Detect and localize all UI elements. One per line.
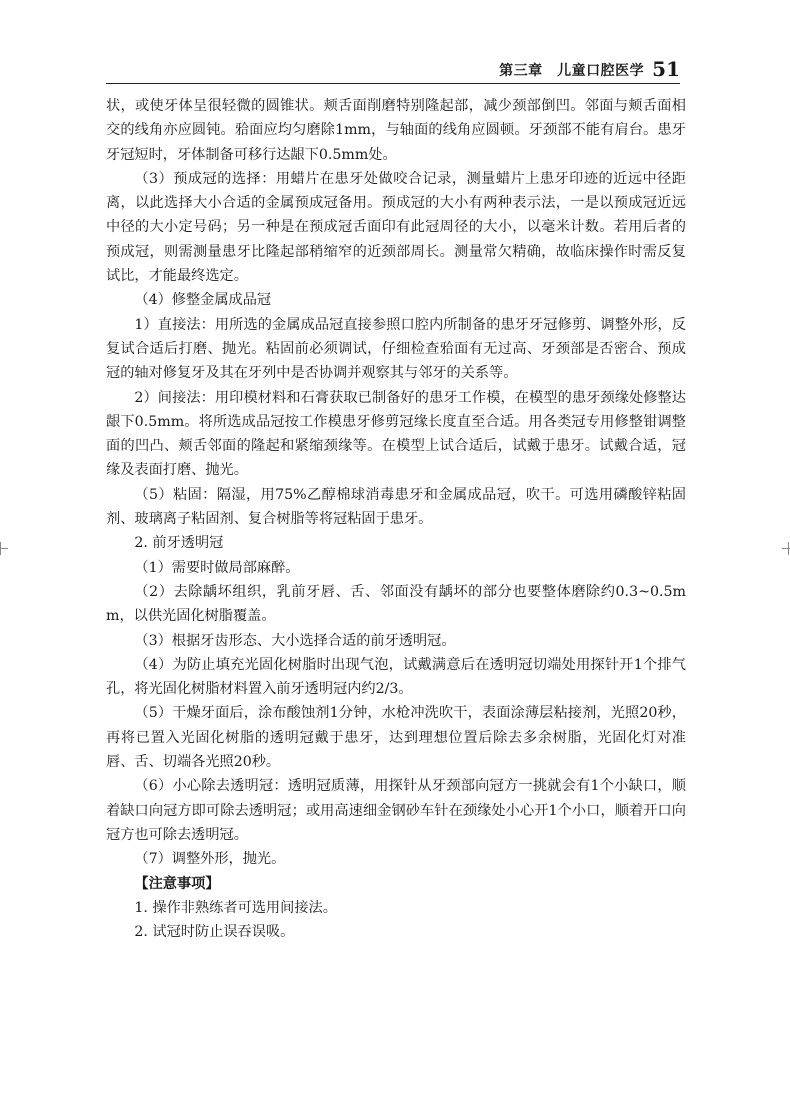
page-number: 51 <box>652 57 680 81</box>
body-paragraph: 1）直接法：用所选的金属成品冠直接参照口腔内所制备的患牙牙冠修剪、调整外形，反复试合适后打磨、抛光。粘固前必须调试，仔细检查𬌗面有无过高、牙颈部是否密合、预成冠的轴对修复牙及其在牙列中是否协调并观察其与邻牙的关系等。 <box>106 316 686 382</box>
body-paragraph: 2）间接法：用印模材料和石膏获取已制备好的患牙工作模，在模型的患牙颈缘处修整达龈下0.5mm。将所选成品冠按工作模患牙修剪冠缘长度直至合适。用各类冠专用修整钳调整面的凹凸、颊舌邻面的隆起和紧缩颈缘等。在模型上试合适后，试戴于患牙。试戴合适，冠缘及表面打磨、抛光。 <box>106 389 686 479</box>
crop-mark-right <box>782 548 790 549</box>
notice-item: 2. 试冠时防止误吞误吸。 <box>134 924 295 941</box>
body-paragraph: （3）预成冠的选择：用蜡片在患牙处做咬合记录，测量蜡片上患牙印迹的近远中径距离，以此选择大小合适的金属预成冠备用。预成冠的大小有两种表示法，一是以预成冠近远中径的大小定号码；另一种是在预成冠舌面印有此冠周径的大小，以毫米计数。若用后者的预成冠，则需测量患牙比隆起部稍缩窄的近颈部周长。测量常欠精确，故临床操作时需反复试比，才能最终选定。 <box>106 170 686 285</box>
body-paragraph: （3）根据牙齿形态、大小选择合适的前牙透明冠。 <box>134 632 456 649</box>
notice-item: 1. 操作非熟练者可选用间接法。 <box>134 899 337 916</box>
subsection-heading: （4）修整金属成品冠 <box>134 292 272 309</box>
body-paragraph: （5）干燥牙面后，涂布酸蚀剂1分钟，水枪冲洗吹干，表面涂薄层粘接剂，光照20秒，再将已置入光固化树脂的透明冠戴于患牙，达到理想位置后除去多余树脂，光固化灯对准唇、舌、切端各光照20秒。 <box>106 705 686 771</box>
body-paragraph: （2）去除龋坏组织，乳前牙唇、舌、邻面没有龋坏的部分也要整体磨除约0.3~0.5mm，以供光固化树脂覆盖。 <box>106 583 686 625</box>
body-paragraph: （7）调整外形，抛光。 <box>134 851 286 868</box>
body-paragraph: （1）需要时做局部麻醉。 <box>134 559 300 576</box>
running-head: 第三章 儿童口腔医学 <box>499 63 645 79</box>
notice-heading: 【注意事项】 <box>134 875 220 892</box>
section-heading: 2. 前牙透明冠 <box>134 535 224 552</box>
body-paragraph: （4）为防止填充光固化树脂时出现气泡，试戴满意后在透明冠切端处用探针开1个排气孔，将光固化树脂材料置入前牙透明冠内约2/3。 <box>106 656 686 698</box>
body-paragraph: 状，或使牙体呈很轻微的圆锥状。颊舌面削磨特别隆起部，减少颈部倒凹。邻面与颊舌面相交的线角亦应圆钝。𬌗面应均匀磨除1mm，与轴面的线角应圆顿。牙颈部不能有肩台。患牙牙冠短时，牙体制备可移行达龈下0.5mm处。 <box>106 98 686 163</box>
body-paragraph: （6）小心除去透明冠：透明冠质薄，用探针从牙颈部向冠方一挑就会有1个小缺口，顺着缺口向冠方即可除去透明冠；或用高速细金钢砂车针在颈缘处小心开1个小口，顺着开口向冠方也可除去透明冠。 <box>106 778 686 843</box>
crop-mark-left <box>0 548 8 549</box>
body-paragraph: （5）粘固：隔湿，用75%乙醇棉球消毒患牙和金属成品冠，吹干。可选用磷酸锌粘固剂、玻璃离子粘固剂、复合树脂等将冠粘固于患牙。 <box>106 486 686 528</box>
page-body <box>106 94 686 944</box>
page-header <box>106 56 680 84</box>
